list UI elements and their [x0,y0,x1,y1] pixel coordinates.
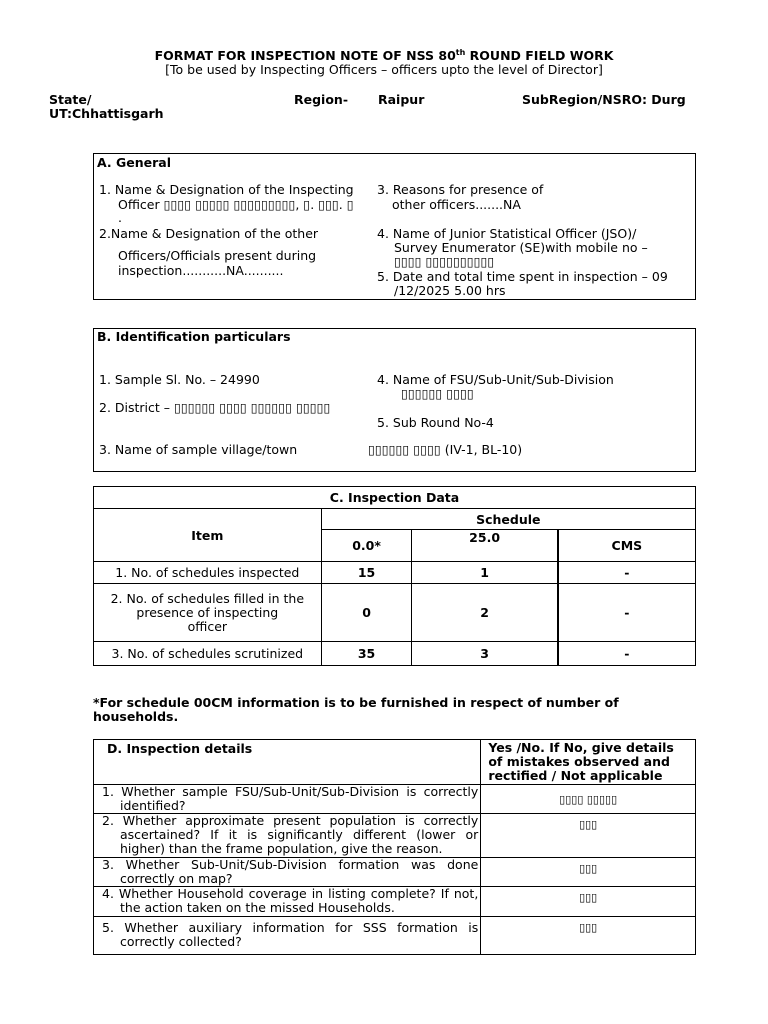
row-value: 15 [321,562,412,584]
general-item-5-line-1: 5. Date and total time spent in inspection – 09 [377,269,668,284]
answer: ▯▯▯ [481,917,696,955]
table-row [94,562,696,584]
row-item: 2. No. of schedules filled in the presence of inspecting officer [94,584,322,642]
row-item: 1. No. of schedules inspected [94,562,322,584]
row-value: 35 [321,642,412,666]
identification-item-4-label: 4. Name of FSU/Sub-Unit/Sub-Division [377,372,614,387]
table-row [94,584,696,642]
region-label: Region- [294,92,349,107]
general-item-3-line-1: 3. Reasons for presence of [377,182,544,197]
row-value: 0 [321,584,412,642]
schedule-note-line-1: *For schedule 00CM information is to be furnished in respect of number of [93,695,619,710]
region-value: Raipur [378,92,425,107]
table-row [94,917,696,955]
general-item-2-line-1: 2.Name & Designation of the other [99,226,319,241]
question: 3. Whether Sub-Unit/Sub-Division formation was done correctly on map? [94,858,481,887]
general-item-2-line-2: Officers/Officials present during [118,248,317,263]
identification-item-2: 2. District – ▯▯▯▯▯▯ ▯▯▯▯ ▯▯▯▯▯▯ ▯▯▯▯▯ [99,400,331,415]
general-item-3-line-2: other officers.......NA [392,197,521,212]
table-row [94,814,696,858]
subregion: SubRegion/NSRO: Durg [522,92,686,107]
row-value: 2 [412,584,558,642]
schedule-header: Schedule [321,509,695,530]
state-value: UT:Chhattisgarh [49,106,164,121]
general-item-1-line-3: . [118,210,122,225]
identification-item-3-value: ▯▯▯▯▯▯ ▯▯▯▯ (IV-1, BL-10) [368,442,523,457]
general-item-4-line-1: 4. Name of Junior Statistical Officer (JSO)/ [377,226,637,241]
table-row [94,785,696,814]
question: 5. Whether auxiliary information for SSS formation is correctly collected? [94,917,481,955]
identification-item-4-value: ▯▯▯▯▯▯ ▯▯▯▯ [401,386,474,401]
table-row [94,887,696,917]
answer: ▯▯▯ [481,887,696,917]
answer-header: Yes /No. If No, give details of mistakes observed and rectified / Not applicable [481,740,696,785]
general-item-1-line-2: Officer ▯▯▯▯ ▯▯▯▯▯ ▯▯▯▯▯▯▯▯▯, ▯. ▯▯▯. ▯ [118,197,354,212]
general-item-1-line-1: 1. Name & Designation of the Inspecting [99,182,354,197]
general-item-5-line-2: /12/2025 5.00 hrs [394,283,506,298]
section-identification [93,328,696,472]
identification-item-5: 5. Sub Round No-4 [377,415,494,430]
answer: ▯▯▯ [481,858,696,887]
answer: ▯▯▯▯ ▯▯▯▯▯ [481,785,696,814]
general-heading: A. General [97,155,172,170]
identification-heading: B. Identification particulars [97,329,291,344]
form-title: FORMAT FOR INSPECTION NOTE OF NSS 80th ROUND FIELD WORK [154,48,614,64]
row-value: 1 [412,562,558,584]
item-header: Item [94,509,322,562]
form-subtitle: [To be used by Inspecting Officers – officers upto the level of Director] [165,62,603,77]
identification-item-3-label: 3. Name of sample village/town [99,442,298,457]
inspection-data-table [93,486,696,666]
general-item-4-line-2: Survey Enumerator (SE)with mobile no – [394,240,648,255]
question: 4. Whether Household coverage in listing complete? If not, the action taken on the missed Households. [94,887,481,917]
inspection-data-title: C. Inspection Data [94,487,696,509]
table-row [94,858,696,887]
state-label: State/ [49,92,92,107]
column-header: 25.0 [412,530,558,562]
row-value: - [558,584,696,642]
answer: ▯▯▯ [481,814,696,858]
row-value: - [558,562,696,584]
schedule-note-line-2: households. [93,709,179,724]
row-value: - [558,642,696,666]
inspection-details-table [93,739,696,955]
section-general [93,153,696,300]
question: 1. Whether sample FSU/Sub-Unit/Sub-Division is correctly identified? [94,785,481,814]
inspection-details-title: D. Inspection details [94,740,481,785]
general-item-2-line-3: inspection...........NA.......... [118,263,284,278]
row-value: 3 [412,642,558,666]
identification-item-1: 1. Sample Sl. No. – 24990 [99,372,260,387]
table-row [94,642,696,666]
general-item-4-line-3: ▯▯▯▯ ▯▯▯▯▯▯▯▯▯▯ [394,254,495,269]
row-item: 3. No. of schedules scrutinized [94,642,322,666]
question: 2. Whether approximate present population is correctly ascertained? If it is significantly different (lower or higher) than the frame population, give the reason. [94,814,481,858]
column-header: CMS [558,530,696,562]
column-header: 0.0* [321,530,412,562]
